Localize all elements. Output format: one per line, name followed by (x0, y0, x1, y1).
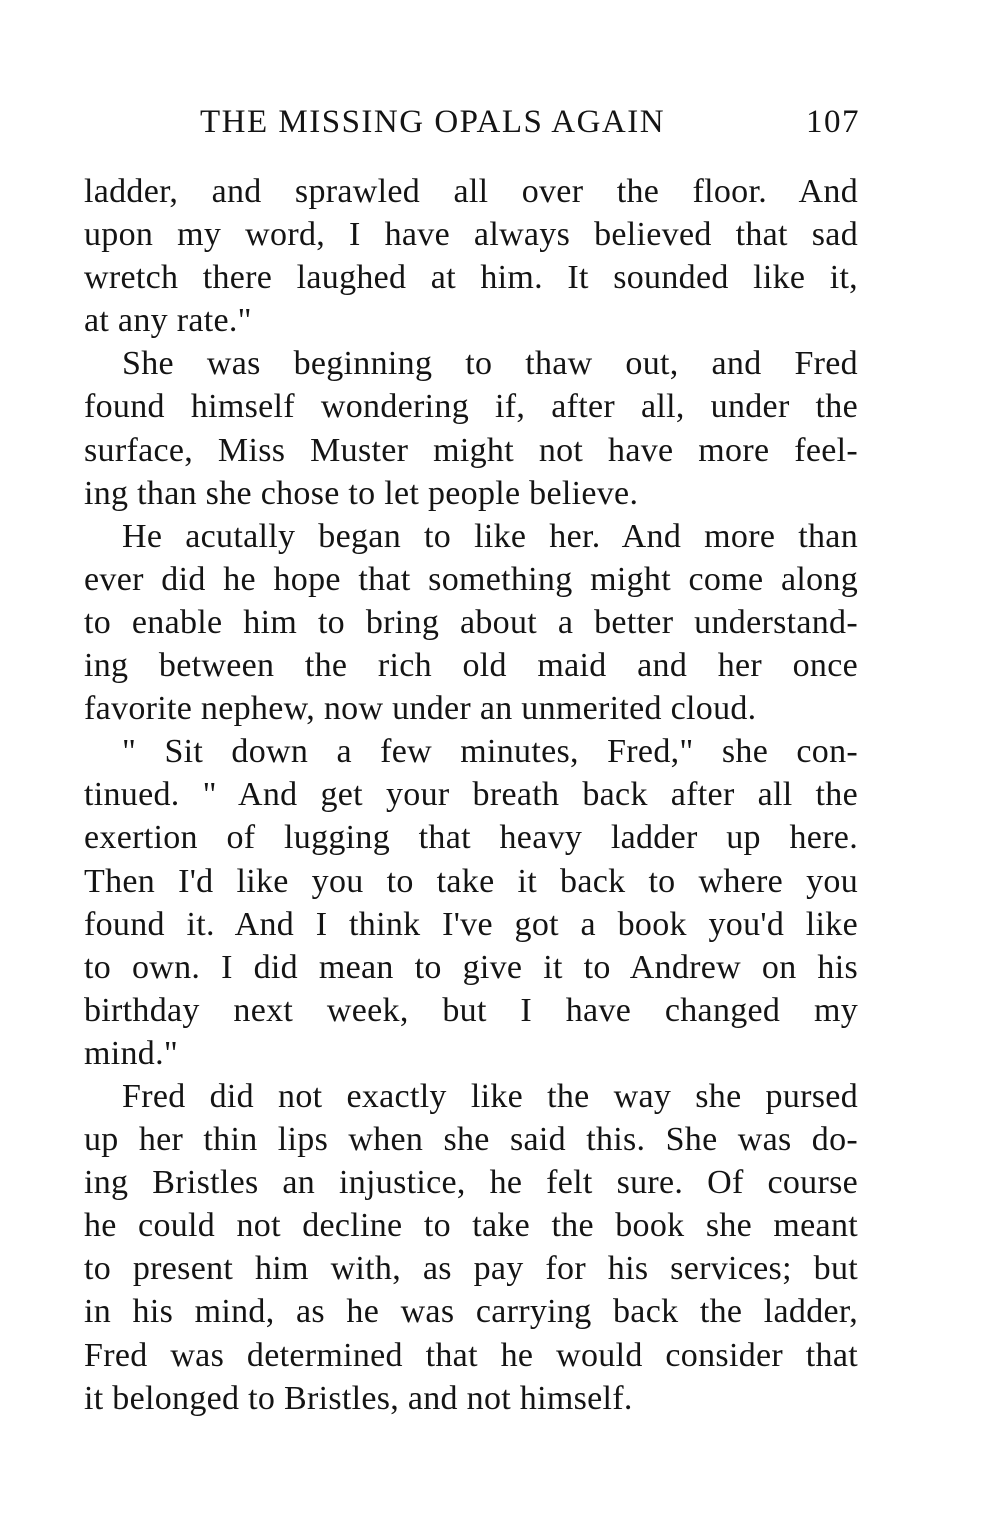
text-line: She was beginning to thaw out, and Fred (122, 345, 858, 383)
text-line: surface, Miss Muster might not have more feel- (84, 431, 858, 469)
text-line: up her thin lips when she said this. She was do- (84, 1121, 858, 1159)
page-number: 107 (806, 104, 860, 140)
text-line: ladder, and sprawled all over the floor. And (84, 173, 858, 210)
text-line: to enable him to bring about a better understand- (84, 603, 858, 641)
text-line: Then I'd like you to take it back to where you (84, 862, 858, 900)
text-line: at any rate." (84, 302, 252, 340)
text-line: to own. I did mean to give it to Andrew on his (84, 948, 858, 986)
text-line: wretch there laughed at him. It sounded like it, (84, 259, 858, 297)
body-text (84, 170, 858, 1420)
running-title: THE MISSING OPALS AGAIN (200, 104, 666, 140)
running-head (200, 104, 860, 150)
text-line: Fred did not exactly like the way she pursed (122, 1077, 858, 1115)
text-line: found himself wondering if, after all, under the (84, 388, 858, 426)
text-line: favorite nephew, now under an unmerited cloud. (84, 690, 757, 728)
text-line: mind." (84, 1034, 179, 1072)
text-line: birthday next week, but I have changed my (84, 991, 858, 1029)
text-line: upon my word, I have always believed that sad (84, 216, 858, 254)
text-line: ing between the rich old maid and her once (84, 647, 858, 685)
text-line: He acutally began to like her. And more than (122, 517, 858, 555)
text-line: found it. And I think I've got a book you'd like (84, 905, 858, 943)
text-line: tinued. " And get your breath back after all the (84, 776, 858, 814)
text-line: " Sit down a few minutes, Fred," she con- (122, 733, 858, 771)
text-line: he could not decline to take the book she meant (84, 1207, 858, 1245)
text-line: ing than she chose to let people believe. (84, 474, 639, 512)
text-line: exertion of lugging that heavy ladder up here. (84, 819, 858, 857)
text-line: ever did he hope that something might come along (84, 560, 858, 598)
text-line: to present him with, as pay for his services; but (84, 1250, 858, 1288)
text-line: Fred was determined that he would consider that (84, 1336, 858, 1374)
text-line: ing Bristles an injustice, he felt sure. Of course (84, 1164, 858, 1202)
text-line: in his mind, as he was carrying back the ladder, (84, 1293, 858, 1331)
text-line: it belonged to Bristles, and not himself. (84, 1379, 633, 1417)
